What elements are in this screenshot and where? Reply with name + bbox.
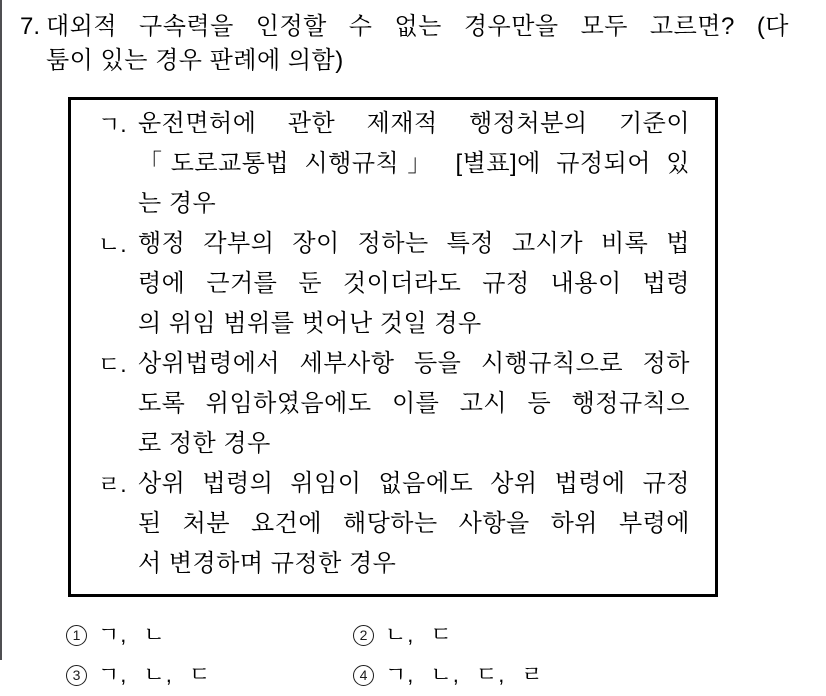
choice-giyeok-line-1: 운전면허에 관한 제재적 행정처분의 기준이 <box>138 110 690 137</box>
choice-item-nieun <box>98 224 690 344</box>
choice-marker-rieul: ㄹ. <box>98 471 127 497</box>
choice-item-rieul <box>98 464 690 584</box>
choices-box <box>68 97 718 597</box>
choice-marker-nieun: ㄴ. <box>98 231 127 257</box>
choice-digeut-line-3: 로 정한 경우 <box>138 430 271 457</box>
choice-item-digeut <box>98 344 690 464</box>
choice-giyeok-line-3: 는 경우 <box>138 190 217 217</box>
option-1-label: ㄱ, ㄴ <box>98 622 166 647</box>
choice-rieul-line-3: 서 변경하며 규정한 경우 <box>138 550 397 577</box>
choice-nieun-line-3: 의 위임 범위를 벗어난 것일 경우 <box>138 310 482 337</box>
option-2-label: ㄴ, ㄷ <box>385 622 453 647</box>
choice-marker-giyeok: ㄱ. <box>98 111 127 137</box>
choice-digeut-line-2: 도록 위임하였음에도 이를 고시 등 행정규칙으 <box>138 390 690 417</box>
choice-nieun-line-1: 행정 각부의 장이 정하는 특정 고시가 비록 법 <box>138 230 690 257</box>
choice-marker-digeut: ㄷ. <box>98 351 127 377</box>
question-number: 7. <box>20 13 41 40</box>
choice-rieul-line-2: 된 처분 요건에 해당하는 사항을 하위 부령에 <box>138 510 690 537</box>
choice-giyeok-line-2: 「도로교통법 시행규칙」 [별표]에 규정되어 있 <box>138 150 690 177</box>
circled-number-4-icon: 4 <box>353 665 374 686</box>
circled-number-3-icon: 3 <box>66 665 87 686</box>
option-2[interactable] <box>353 622 453 648</box>
option-1[interactable] <box>66 622 166 648</box>
option-4[interactable] <box>353 662 544 688</box>
page-left-rule <box>0 0 2 660</box>
option-3-label: ㄱ, ㄴ, ㄷ <box>98 662 212 687</box>
choice-item-giyeok <box>98 104 690 224</box>
question-text-line-1: 대외적 구속력을 인정할 수 없는 경우만을 모두 고르면? (다 <box>46 13 789 40</box>
choice-rieul-line-1: 상위 법령의 위임이 없음에도 상위 법령에 규정 <box>138 470 690 497</box>
question-text-line-2: 툼이 있는 경우 판례에 의함) <box>46 47 344 74</box>
option-3[interactable] <box>66 662 211 688</box>
choice-nieun-line-2: 령에 근거를 둔 것이더라도 규정 내용이 법령 <box>138 270 690 297</box>
choice-digeut-line-1: 상위법령에서 세부사항 등을 시행규칙으로 정하 <box>138 350 690 377</box>
circled-number-1-icon: 1 <box>66 625 87 646</box>
circled-number-2-icon: 2 <box>353 625 374 646</box>
option-4-label: ㄱ, ㄴ, ㄷ, ㄹ <box>385 662 544 687</box>
